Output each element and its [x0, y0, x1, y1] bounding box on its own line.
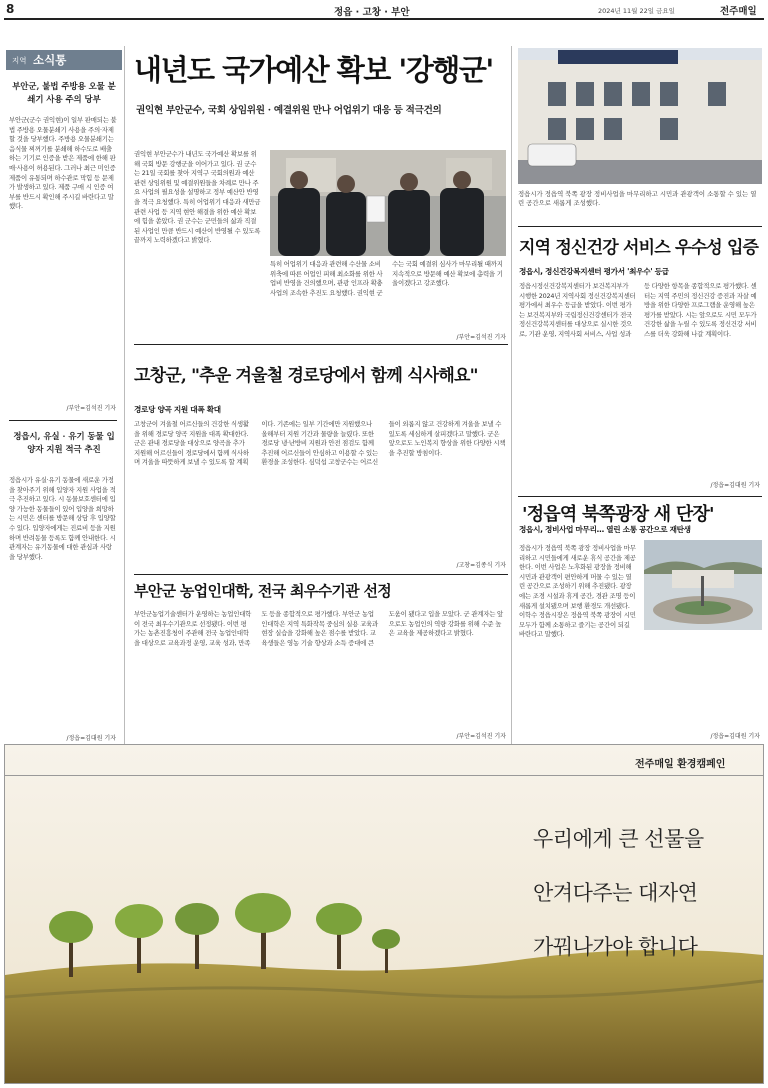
elders-subhead: 경로당 양곡 지원 대폭 확대	[134, 405, 221, 414]
farm-headline: 부안군 농업인대학, 전국 최우수기관 선정	[134, 582, 392, 600]
farm-body: 부안군농업기술센터가 운영하는 농업인대학이 전국 최우수기관으로 선정됐다. 이번 평가는 농촌진흥청이 주관해 전국 농업인대학을 대상으로 교육과정 운영, 교육 성과, 만족도 등을 종합적으로 평가했다. 부안군 농업인대학은 지역 특화작목 중심의 실용 교육과 현장 실습을 강화해 높은 점수를 받았다. 교육생들은 영농 기술 향상과 소득 증대에 큰 도움이 됐다고 입을 모았다. 군 관계자는 앞으로도 농업인의 역량 강화를 위해 수준 높은 교육을 제공하겠다고 밝혔다.	[134, 610, 504, 647]
ad-line-2: 안겨다주는 대자연	[533, 881, 698, 905]
ad-label-rule	[5, 775, 763, 776]
elders-headline: 고창군, "추운 겨울철 경로당에서 함께 식사해요"	[134, 366, 478, 386]
sidebar-label-small: 지역	[12, 56, 27, 65]
masthead: 전주매일	[720, 6, 757, 17]
square-headline: '정읍역 북쪽광장 새 단장'	[522, 504, 714, 525]
sidebar-story1-body: 부안군(군수 권익현)이 일부 판매되는 불법 주방용 오물분쇄기 사용을 주의·자제할 것을 당부했다. 주방용 오물분쇄기는 음식물 찌꺼기를 분쇄해 하수도로 배출하는 기기로 인증을 받은 제품에 한해 판매·사용이 허용된다. 그러나 최근 미인증 제품이 유통되며 하수관로 막힘 등 문제가 발생하고 있다. 제품 구매 시 인증 여부를 반드시 확인해 주시길 바란다고 말했다.	[9, 116, 117, 211]
budget-body-left: 권익현 부안군수가 내년도 국가예산 확보를 위해 국회 방문 강행군을 이어가고 있다. 권 군수는 21일 국회를 찾아 지역구 국회의원과 예산 관련 상임위원 및 예결위원들을 차례로 만나 주요 사업의 필요성을 설명하고 정부 예산안 반영을 적극 요청했다. 특히 어업위기 대응과 새만금 관련 사업 등 지역 현안 해결을 위한 예산 확보에 힘을 쏟았다. 권 군수는 군민들의 삶과 직결된 사업인 만큼 반드시 예산이 반영될 수 있도록 끝까지 노력하겠다고 밝혔다.	[134, 150, 261, 245]
elders-byline: /고창=김종식 기자	[456, 562, 506, 569]
elders-body: 고창군이 겨울철 어르신들의 건강한 식생활을 위해 경로당 양곡 지원을 대폭 확대한다. 군은 관내 경로당을 대상으로 양곡을 추가 지원해 어르신들이 경로당에서 함께 식사하며 겨울을 따뜻하게 보낼 수 있도록 할 계획이다. 기존에는 일부 기간에만 지원했으나 올해부터 지원 기간과 물량을 늘렸다. 또한 경로당 냉·난방비 지원과 안전 점검도 함께 추진해 어르신들이 안심하고 이용할 수 있는 환경을 조성한다. 심덕섭 고창군수는 어르신들이 외롭지 않고 건강하게 겨울을 보낼 수 있도록 세심하게 살피겠다고 말했다. 군은 앞으로도 노인복지 향상을 위한 다양한 시책을 추진할 방침이다.	[134, 420, 506, 467]
square-subhead: 정읍시, 정비사업 마무리… 열린 소통 공간으로 재탄생	[519, 525, 691, 534]
mental-top-rule	[518, 226, 762, 227]
sidebar-story2-body: 정읍시가 유실·유기 동물에 새로운 가정을 찾아주기 위해 입양자 지원 사업을 적극 추진하고 있다. 시 동물보호센터에 입양 가능한 동물들이 있어 입양을 희망하는 시민은 센터를 방문해 상담 후 입양할 수 있다. 입양자에게는 진료비 등을 지원하며 반려동물 등록도 함께 안내한다. 시 관계자는 유기동물에 대한 관심과 사랑을 당부했다.	[9, 476, 116, 561]
sidebar-story1-title: 부안군, 불법 주방용 오물 분쇄기 사용 주의 당부	[12, 81, 116, 104]
sidebar-column-rule	[124, 46, 125, 746]
sidebar-label-big: 소식통	[33, 53, 67, 67]
budget-body-right: 특히 어업위기 대응과 관련해 수산물 소비 위축에 따른 어업인 피해 최소화를 위한 사업비 반영을 건의했으며, 관광 인프라 확충 사업의 조속한 추진도 요청했다. 권익현 군수는 국회 예결위 심사가 마무리될 때까지 지속적으로 방문해 예산 확보에 총력을 기울이겠다고 강조했다.	[270, 260, 503, 297]
meeting-photo-svg	[270, 150, 506, 256]
sidebar-story1-byline: /부안=김석진 기자	[66, 405, 116, 412]
sidebar-label	[6, 50, 122, 70]
budget-subhead: 권익현 부안군수, 국회 상임위원 · 예결위원 만나 어업위기 대응 등 적극건의	[136, 105, 442, 116]
farm-byline: /부안=김석진 기자	[456, 733, 506, 740]
mental-subhead: 정읍시, 정신건강복지센터 평가서 '최우수' 등급	[519, 267, 669, 276]
sidebar-story2-byline: /정읍=김대원 기자	[66, 735, 116, 742]
ad-landscape-svg	[5, 745, 763, 1083]
sidebar-story2-title: 정읍시, 유실 · 유기 동물 입양자 지원 적극 추진	[13, 431, 115, 454]
square-photo-caption: 정읍시가 정읍역 북쪽 광장 정비사업을 마무리하고 시민과 관광객이 소통할 수 있는 열린 공간으로 새롭게 조성했다.	[518, 190, 757, 207]
elders-bottom-rule	[134, 574, 508, 575]
budget-byline: /부안=김석진 기자	[456, 334, 506, 341]
header-rule	[4, 18, 764, 20]
section-title: 정읍 · 고창 · 부안	[334, 7, 410, 18]
middle-column-rule	[511, 46, 512, 746]
square-article-photo	[644, 540, 762, 630]
page-header	[0, 0, 768, 20]
ad-label: 전주매일 환경캠페인	[635, 759, 726, 770]
building-photo-svg	[518, 48, 762, 184]
square-photo	[518, 48, 762, 184]
budget-photo	[270, 150, 506, 256]
sidebar-divider	[9, 420, 117, 421]
square-body: 정읍시가 정읍역 북쪽 광장 정비사업을 마무리하고 시민들에게 새로운 휴식 공간을 제공한다. 이번 사업은 노후화된 광장을 정비해 시민과 관광객이 편안하게 머물 수 있는 열린 공간으로 조성하기 위해 추진됐다. 광장에는 조경 시설과 휴게 공간, 경관 조명 등이 새롭게 설치됐으며 보행 환경도 개선됐다. 이학수 정읍시장은 정읍역 북쪽 광장이 시민 모두가 함께 소통하고 즐기는 공간이 되길 바란다고 말했다.	[519, 544, 636, 639]
ad-line-1: 우리에게 큰 선물을	[533, 827, 704, 851]
square-byline: /정읍=김대원 기자	[710, 733, 760, 740]
environment-ad	[4, 744, 764, 1084]
square-top-rule	[518, 496, 762, 497]
mental-headline: 지역 정신건강 서비스 우수성 입증	[519, 238, 759, 258]
mental-body: 정읍시정신건강복지센터가 보건복지부가 시행한 2024년 지역사회 정신건강복지센터 평가에서 최우수 등급을 받았다. 이번 평가는 보건복지부와 국립정신건강센터가 전국 정신건강복지센터를 대상으로 실시한 것으로, 기관 운영, 지역사회 서비스, 사업 성과 등 다양한 항목을 종합적으로 평가했다. 센터는 지역 주민의 정신건강 증진과 자살 예방을 위한 다양한 프로그램을 운영해 높은 평가를 받았다. 시는 앞으로도 시민 모두가 건강한 삶을 누릴 수 있도록 정신건강 서비스를 더욱 강화해 나갈 계획이다.	[519, 282, 757, 338]
budget-headline: 내년도 국가예산 확보 '강행군'	[134, 53, 493, 87]
budget-bottom-rule	[134, 344, 508, 345]
page-number: 8	[6, 2, 15, 16]
mental-byline: /정읍=김대원 기자	[710, 482, 760, 489]
ad-line-3: 가꿔나가야 합니다	[533, 935, 698, 959]
plaza-photo-svg	[644, 540, 762, 630]
issue-date: 2024년 11월 22일 금요일	[598, 7, 675, 15]
